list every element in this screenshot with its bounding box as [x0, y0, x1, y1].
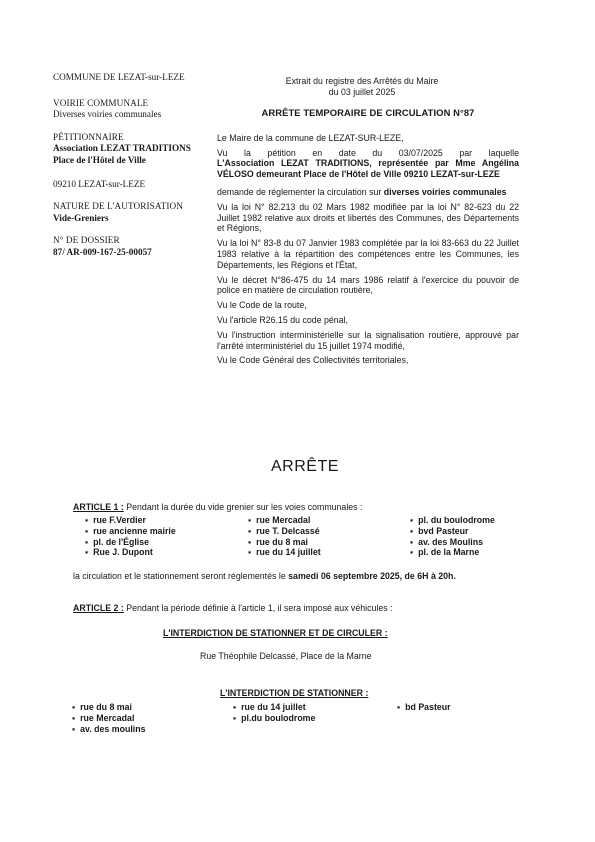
article-2-intro	[73, 603, 520, 614]
closing-text: la circulation et le stationnement seront réglementés le	[73, 571, 289, 581]
dossier-value: 87/ AR-009-167-25-00057	[53, 246, 152, 257]
petitionnaire-line	[53, 143, 238, 155]
commune-line: COMMUNE DE LEZAT-sur-LEZE	[53, 72, 185, 82]
document-title: ARRÊTE TEMPORAIRE DE CIRCULATION N°87	[261, 107, 475, 118]
nature-label: NATURE DE L'AUTORISATION	[53, 201, 183, 212]
article-1-col-1	[85, 515, 176, 558]
petitionnaire-prefix: Association	[53, 143, 101, 154]
dossier-label: N° DE DOSSIER	[53, 235, 120, 246]
voirie-value: Diverses voiries communales	[53, 109, 162, 120]
extract-line-2: du 03 juillet 2025	[328, 86, 396, 97]
nature-value: Vide-Greniers	[53, 212, 109, 223]
list-item: ▪ rue T. Delcassé	[248, 525, 320, 536]
list-item: ▪ bvd Pasteur	[410, 525, 469, 536]
list-item: ▪ rue du 8 mai	[72, 702, 132, 712]
list-item: ▪ Rue J. Dupont	[85, 547, 153, 558]
article-1-closing	[73, 571, 520, 582]
article-1-col-3	[410, 515, 495, 558]
list-item: ▪ pl. de l'Église	[85, 536, 149, 547]
paragraph-article-penal: Vu l'article R26.15 du code pénal,	[217, 314, 348, 325]
interdiction-stationner-heading: L'INTERDICTION DE STATIONNER :	[220, 688, 369, 698]
list-item: ▪ av. des Moulins	[410, 536, 483, 547]
left-column	[53, 72, 238, 259]
paragraph-code-route: Vu le Code de la route,	[217, 300, 307, 311]
paragraph-petition-2: L'Association LEZAT TRADITIONS, représentée par Mme Angélina VÉLOSO demeurant Place de l'Hôtel de Ville 09210 LEZAT-sur-LEZE	[217, 158, 519, 180]
paragraph-demande	[217, 187, 519, 198]
list-item: ▪ bd Pasteur	[397, 702, 451, 712]
list-item: ▪ rue F.Verdier	[85, 515, 146, 525]
list-item: ▪ av. des moulins	[72, 723, 146, 734]
right-column	[217, 76, 519, 366]
list-item: ▪ rue du 8 mai	[248, 536, 308, 547]
paragraph-cgct: Vu le Code Général des Collectivités territoriales,	[217, 355, 409, 366]
closing-date: samedi 06 septembre 2025, de 6H à 20h.	[288, 571, 456, 581]
list-item: ▪ pl.du boulodrome	[233, 712, 316, 723]
list-item: ▪ pl. de la Marne	[410, 547, 480, 558]
list-item: ▪ pl. du boulodrome	[410, 515, 495, 525]
petitionnaire-label: PÉTITIONNAIRE	[53, 131, 124, 142]
streets-circuler: Rue Théophile Delcassé, Place de la Marne	[200, 651, 372, 661]
interdiction-circuler-heading: L'INTERDICTION DE STATIONNER ET DE CIRCULER :	[163, 628, 388, 638]
paragraph-decret: Vu le décret N°86-475 du 14 mars 1986 relatif à l'exercice du pouvoir de police en matière de circulation routière,	[217, 274, 519, 296]
extract-register	[262, 76, 462, 97]
list-item: ▪ rue ancienne mairie	[85, 525, 176, 536]
article-2-intro-text: Pendant la période définie à l'article 1, il sera imposé aux véhicules :	[123, 603, 393, 613]
demande-text: demande de réglementer la circulation sur	[217, 186, 384, 197]
paragraph-loi-1983: Vu la loi N° 83-8 du 07 Janvier 1983 complétée par la loi 83-663 du 22 Juillet 1983 relative à la répartition des compétences entre les Communes, les Départements, les Régions et l'État,	[217, 238, 519, 270]
article-2-col-1	[72, 702, 145, 734]
article-1-intro	[73, 502, 520, 513]
voirie-label: VOIRIE COMMUNALE	[53, 97, 149, 108]
city-line: 09210 LEZAT-sur-LEZE	[53, 178, 146, 189]
petitionnaire-name: LEZAT TRADITIONS	[100, 143, 191, 154]
arrete-heading: ARRÊTE	[271, 458, 339, 475]
list-item: ▪ rue Mercadal	[72, 712, 135, 723]
article-1-intro-text: Pendant la durée du vide grenier sur les voies communales :	[123, 502, 363, 512]
article-1-col-2	[248, 515, 321, 558]
extract-line-1: Extrait du registre des Arrêtés du Maire	[285, 76, 439, 86]
article-2-col-2	[233, 702, 315, 724]
demande-bold: diverses voiries communales	[383, 186, 507, 197]
paragraph-instruction: Vu l'instruction interministérielle sur la signalisation routière, approuvé par l'arrêté interministériel du 15 juillet 1974 modifié,	[217, 329, 519, 351]
list-item: ▪ rue du 14 juillet	[233, 702, 306, 712]
list-item: ▪ rue Mercadal	[248, 515, 311, 525]
article-2-label: ARTICLE 2 :	[73, 603, 124, 613]
list-item: ▪ rue du 14 juillet	[248, 547, 321, 558]
article-2-col-3	[397, 702, 451, 713]
paragraph-maire: Le Maire de la commune de LEZAT-SUR-LEZE,	[217, 132, 404, 143]
petitionnaire-address: Place de l'Hôtel de Ville	[53, 154, 146, 165]
paragraph-loi-1982: Vu la loi N° 82.213 du 02 Mars 1982 modifiée par la loi N° 82-623 du 22 Juillet 1982 relative aux droits et libertés des Communes, des Départements et Régions,	[217, 201, 519, 234]
paragraph-petition-1: Vu la pétition en date du 03/07/2025 par laquelle	[217, 147, 519, 158]
article-1-label: ARTICLE 1 :	[73, 502, 124, 512]
